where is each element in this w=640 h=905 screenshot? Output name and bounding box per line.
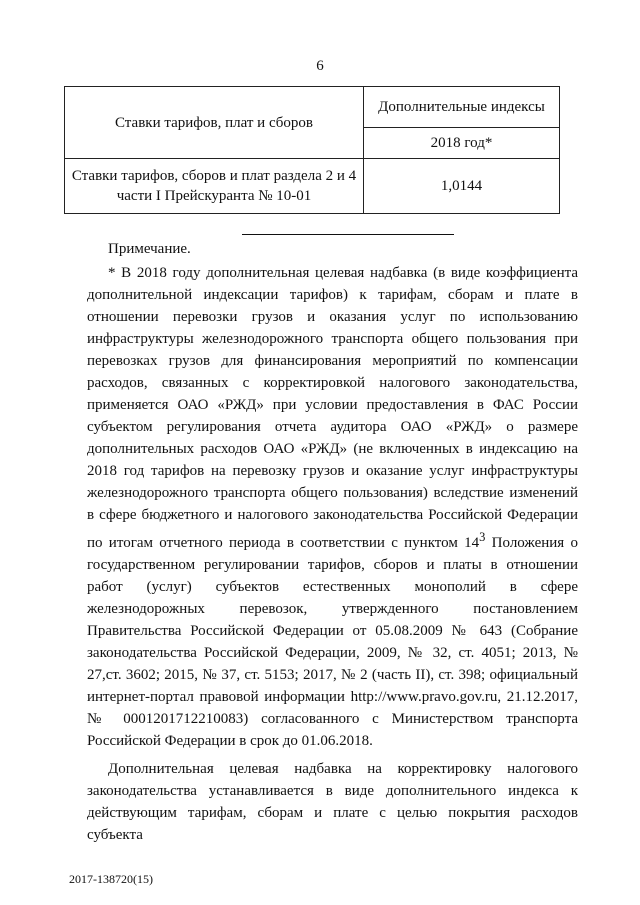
table-header-rates: Ставки тарифов, плат и сборов <box>65 87 364 159</box>
table-row-label: Ставки тарифов, сборов и плат раздела 2 и 4 части I Прейскуранта № 10-01 <box>65 159 364 214</box>
separator-line <box>242 234 454 235</box>
paragraph-additional-surcharge: Дополнительная целевая надбавка на корректировку налогового законодательства устанавливается в виде дополнительного индекса к действующим тарифам, сборам и плате с целью покрытия расходов субъекта <box>87 761 578 843</box>
page-number: 6 <box>316 58 324 74</box>
table-row-value: 1,0144 <box>364 159 560 214</box>
table-header-indices: Дополнительные индексы <box>364 87 560 128</box>
note-text-part1: * В 2018 году дополнительная целевая надбавка (в виде коэффициента дополнительной индексации тарифов) к тарифам, сборам и плате в отношении перевозки грузов и оказания услуг по использованию инфраструктуры железнодорожного транспорта общего пользования при перевозках грузов для финансирования мероприятий по компенсации расходов, связанных с корректировкой налогового законодательства, применяется ОАО «РЖД» при условии предоставления в ФАС России субъектом регулирования отчета аудитора ОАО «РЖД» о размере дополнительных расходов ОАО «РЖД» (не включенных в индексацию на 2018 год тарифов на перевозку грузов и оказание услуг инфраструктуры железнодорожного транспорта общего пользования) вследствие изменений в сфере бюджетного и налогового законодательства Российской Федерации по итогам отчетного периода в соответствии с пунктом 14 <box>87 265 578 551</box>
note-title: Примечание. <box>108 241 191 257</box>
tariff-index-table <box>64 86 560 214</box>
table-header-year: 2018 год* <box>364 128 560 159</box>
document-code: 2017-138720(15) <box>69 872 153 886</box>
note-body <box>87 262 578 752</box>
note-superscript: 3 <box>479 530 486 544</box>
note-text-part2: Положения о государственном регулировании тарифов, сборов и платы в отношении работ (услуг) субъектов естественных монополий в сфере железнодорожных перевозок, утвержденного постановлением Правительства Российской Федерации от 05.08.2009 № 643 (Собрание законодательства Российской Федерации, 2009, № 32, ст. 4051; 2013, № 27,ст. 3602; 2015, № 37, ст. 5153; 2017, № 2 (часть II), ст. 398; официальный интернет-портал правовой информации http://www.pravo.gov.ru, 21.12.2017, № 0001201712210083) согласованного с Министерством транспорта Российской Федерации в срок до 01.06.2018. <box>87 535 578 749</box>
